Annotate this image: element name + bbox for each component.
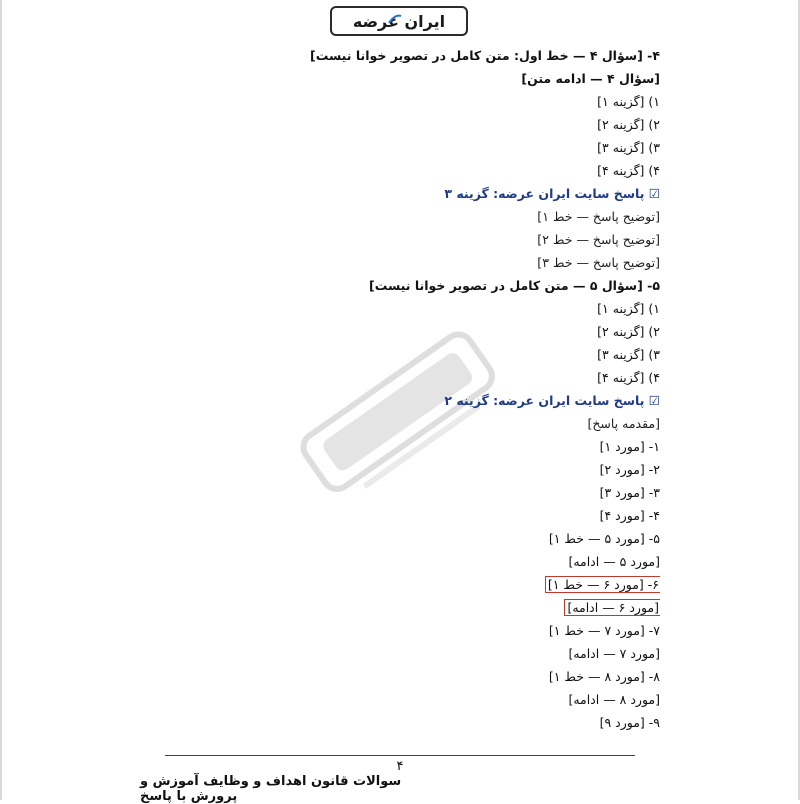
q5-option-1: ۱) [گزینه ۱] — [597, 301, 660, 316]
q4-answer-label: ☑ پاسخ سایت ایران عرضه: گزینه ۳ — [444, 186, 660, 201]
site-logo — [330, 6, 468, 36]
q5-option-3: ۳) [گزینه ۳] — [597, 347, 660, 362]
q4-answer-line-3: [توضیح پاسخ — خط ۳] — [537, 255, 660, 270]
q5-item-5: ۵- [مورد ۵ — خط ۱] — [548, 531, 660, 546]
q4-option-3: ۳) [گزینه ۳] — [597, 140, 660, 155]
q5-answer-label: ☑ پاسخ سایت ایران عرضه: گزینه ۲ — [444, 393, 660, 408]
q5-option-2: ۲) [گزینه ۲] — [597, 324, 660, 339]
q5-option-4: ۴) [گزینه ۴] — [597, 370, 660, 385]
logo-swoosh-icon — [388, 12, 402, 26]
question-4-title-cont: [سؤال ۴ — ادامه متن] — [521, 71, 660, 86]
q5-item-1: ۱- [مورد ۱] — [599, 439, 660, 454]
page-edge-left — [0, 0, 2, 800]
page-number: ۴ — [396, 759, 404, 774]
q4-answer-line-1: [توضیح پاسخ — خط ۱] — [537, 209, 660, 224]
q5-item-3: ۳- [مورد ۳] — [599, 485, 660, 500]
footer-divider — [165, 755, 635, 756]
q4-option-4: ۴) [گزینه ۴] — [597, 163, 660, 178]
q4-option-1: ۱) [گزینه ۱] — [597, 94, 660, 109]
q5-item-7-cont: [مورد ۷ — ادامه] — [568, 646, 660, 661]
q5-item-6-cont-highlighted: [مورد ۶ — ادامه] — [564, 599, 660, 616]
q5-item-8: ۸- [مورد ۸ — خط ۱] — [548, 669, 660, 684]
q5-item-6-highlighted: ۶- [مورد ۶ — خط ۱] — [545, 576, 660, 593]
q4-answer-line-2: [توضیح پاسخ — خط ۲] — [537, 232, 660, 247]
q5-item-9: ۹- [مورد ۹] — [599, 715, 660, 730]
document-body — [140, 44, 660, 730]
q5-item-7: ۷- [مورد ۷ — خط ۱] — [548, 623, 660, 638]
q4-option-2: ۲) [گزینه ۲] — [597, 117, 660, 132]
q5-item-4: ۴- [مورد ۴] — [599, 508, 660, 523]
question-4-title: ۴- [سؤال ۴ — خط اول: متن کامل در تصویر خوانا نیست] — [310, 48, 660, 63]
q5-answer-intro: [مقدمه پاسخ] — [587, 416, 660, 431]
logo-text: ایران عرضه — [352, 11, 446, 31]
question-5-title: ۵- [سؤال ۵ — متن کامل در تصویر خوانا نیست] — [369, 278, 660, 293]
q5-item-2: ۲- [مورد ۲] — [599, 462, 660, 477]
q5-item-5-cont: [مورد ۵ — ادامه] — [568, 554, 660, 569]
q5-item-8-cont: [مورد ۸ — ادامه] — [568, 692, 660, 707]
footer-title: سوالات قانون اهداف و وظایف آموزش و پرورش با پاسخ — [140, 774, 402, 804]
